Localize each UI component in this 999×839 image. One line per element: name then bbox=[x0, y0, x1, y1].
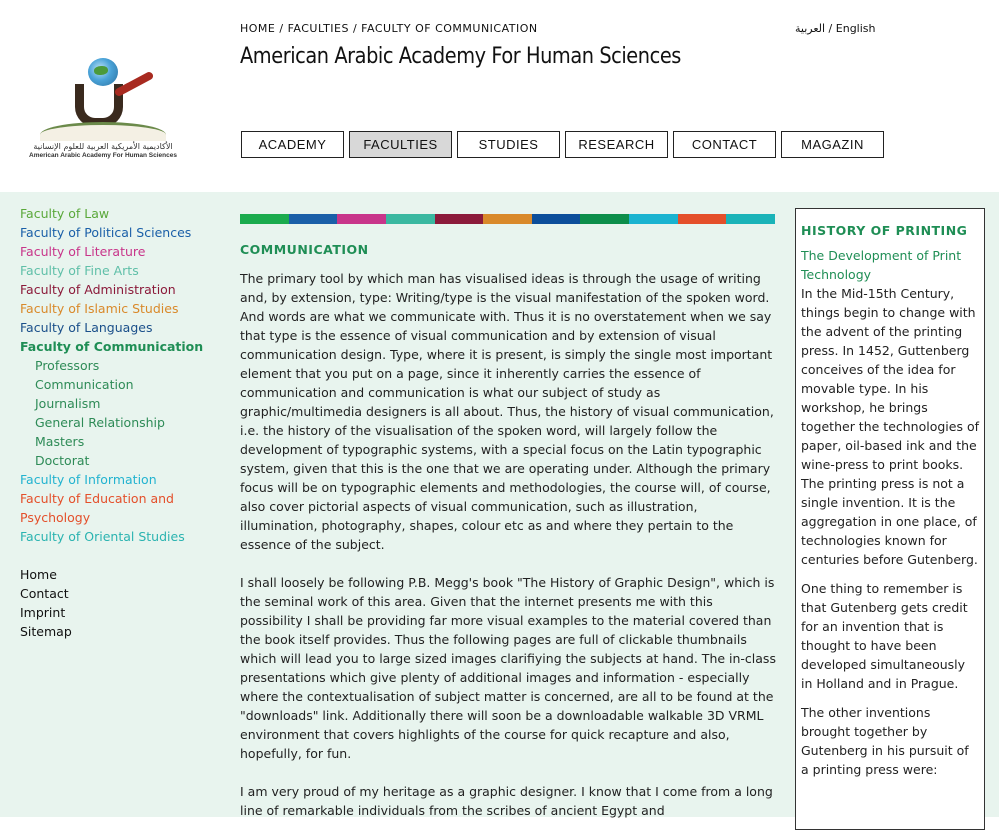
sidebar-item-law[interactable]: Faculty of Law bbox=[20, 206, 110, 221]
breadcrumb-sep: / bbox=[275, 22, 288, 35]
book-icon bbox=[40, 122, 166, 141]
sidebar-item-languages[interactable]: Faculty of Languages bbox=[20, 320, 153, 335]
color-bar-segment bbox=[337, 214, 386, 224]
box-heading: HISTORY OF PRINTING bbox=[801, 223, 968, 238]
logo-english-text: American Arabic Academy For Human Sciences bbox=[29, 152, 177, 159]
color-bar-segment bbox=[678, 214, 727, 224]
footer-link-contact[interactable]: Contact bbox=[20, 586, 69, 601]
color-bar-segment bbox=[289, 214, 338, 224]
content-paragraph: The primary tool by which man has visualised ideas is through the usage of writing and, by extension, type: Writing/type is the visual manifestation of the spoken word. And words are what we communicate with. Thus it is no overstatement when we say that type is the essence of visual communication and by extension of visual communication design. Type, where it is present, is simply the single most important element that you put on a page, since it inherently carries the essence of communication and communication is what our subject of study as graphic/multimedia designers is all about. Thus, the history of visual communication, i.e. the history of the visualisation of the spoken word, will largely follow the development of typographic systems, with a special focus on the Latin typographic system, given that this is the one that we are operating under. Although the primary focus will be on typographic elements and methodologies, the course will, of course, also cover pictorial aspects of visual communication, such as illustration, illumination, photography, shapes, colour etc as and where they pertain to the essence of the subject. bbox=[240, 271, 774, 552]
content-paragraph: I shall loosely be following P.B. Megg's book "The History of Graphic Design", which is the seminal work of this area. Given that the internet presents me with this possibility I shall be providing far more visual examples to the material covered than the book itself provides. Thus the following pages are full of clickable thumbnails which will lead you to large sized images clarifiying the subjects at hand. The in-class presentations which give plenty of additional images and information - especially where the contextualisation of subject matter is concerned, are all to be found at the "downloads" link. Additionally there will soon be a downloadable walkable 3D VRML environment that covers highlights of the course for quick recapture and also, hopefully, for fun. bbox=[240, 575, 776, 761]
color-bar-segment bbox=[726, 214, 775, 224]
sidebar-subitem-journalism[interactable]: Journalism bbox=[35, 396, 101, 411]
logo-arabic-text: الأكاديمية الأمريكية العربية للعلوم الإنسانية bbox=[33, 142, 173, 151]
site-title: American Arabic Academy For Human Sciences bbox=[240, 44, 681, 69]
box-paragraph: The other inventions brought together by Gutenberg in his pursuit of a printing press were: bbox=[801, 705, 969, 777]
breadcrumb-home[interactable]: HOME bbox=[240, 22, 276, 35]
nav-contact[interactable]: CONTACT bbox=[673, 131, 776, 158]
sidebar-submenu bbox=[20, 356, 203, 470]
breadcrumb-sep: / bbox=[348, 22, 362, 35]
sidebar-item-literature[interactable]: Faculty of Literature bbox=[20, 244, 146, 259]
history-of-printing-box bbox=[795, 208, 985, 830]
lang-arabic-link[interactable]: العربية bbox=[795, 22, 826, 35]
breadcrumb-current[interactable]: FACULTY OF COMMUNICATION bbox=[361, 22, 538, 35]
color-bar-segment bbox=[240, 214, 289, 224]
box-subheading: The Development of Print Technology bbox=[801, 248, 962, 282]
content-paragraph: I am very proud of my heritage as a graphic designer. I know that I come from a long line of remarkable individuals from the scribes of ancient Egypt and bbox=[240, 784, 773, 818]
color-bar-segment bbox=[483, 214, 532, 224]
sidebar bbox=[20, 204, 203, 641]
nav-academy[interactable]: ACADEMY bbox=[241, 131, 344, 158]
sidebar-item-communication[interactable]: Faculty of Communication bbox=[20, 339, 204, 354]
page-heading: COMMUNICATION bbox=[240, 242, 369, 257]
box-paragraph: In the Mid-15th Century, things begin to change with the advent of the printing press. In 1452, Guttenberg conceives of the idea for movable type. In his workshop, he brings together the technologies of paper, oil-based ink and the wine-press to print books. The printing press is not a single invention. It is the aggregation in one place, of technologies known for centuries before Gutenberg. bbox=[801, 286, 979, 567]
nav-faculties[interactable]: FACULTIES bbox=[349, 131, 452, 158]
main-content bbox=[240, 240, 776, 839]
sidebar-item-education-psychology[interactable]: Faculty of Education and Psychology bbox=[20, 491, 174, 525]
sidebar-item-oriental-studies[interactable]: Faculty of Oriental Studies bbox=[20, 529, 185, 544]
color-bar-segment bbox=[629, 214, 678, 224]
sidebar-item-administration[interactable]: Faculty of Administration bbox=[20, 282, 176, 297]
sidebar-item-information[interactable]: Faculty of Information bbox=[20, 472, 157, 487]
language-switcher bbox=[795, 22, 876, 35]
sidebar-subitem-communication[interactable]: Communication bbox=[35, 377, 134, 392]
footer-link-sitemap[interactable]: Sitemap bbox=[20, 624, 72, 639]
box-paragraph: One thing to remember is that Gutenberg gets credit for an invention that is thought to have been developed simultaneously in Holland and in Prague. bbox=[801, 581, 968, 691]
sidebar-item-political-sciences[interactable]: Faculty of Political Sciences bbox=[20, 225, 192, 240]
globe-icon bbox=[88, 58, 118, 86]
color-bar-segment bbox=[532, 214, 581, 224]
sidebar-subitem-doctorat[interactable]: Doctorat bbox=[35, 453, 90, 468]
footer-link-home[interactable]: Home bbox=[20, 567, 57, 582]
color-bar-segment bbox=[435, 214, 484, 224]
sidebar-footer-links bbox=[20, 565, 203, 641]
academy-logo[interactable] bbox=[28, 50, 178, 165]
nav-magazin[interactable]: MAGAZIN bbox=[781, 131, 884, 158]
sidebar-item-islamic-studies[interactable]: Faculty of Islamic Studies bbox=[20, 301, 179, 316]
nav-studies[interactable]: STUDIES bbox=[457, 131, 560, 158]
sidebar-subitem-general-relationship[interactable]: General Relationship bbox=[35, 415, 165, 430]
sidebar-subitem-professors[interactable]: Professors bbox=[35, 358, 100, 373]
faculty-color-bar bbox=[240, 214, 775, 224]
sidebar-item-fine-arts[interactable]: Faculty of Fine Arts bbox=[20, 263, 139, 278]
sidebar-subitem-masters[interactable]: Masters bbox=[35, 434, 85, 449]
color-bar-segment bbox=[580, 214, 629, 224]
lang-english-link[interactable]: English bbox=[835, 22, 876, 35]
nav-research[interactable]: RESEARCH bbox=[565, 131, 668, 158]
color-bar-segment bbox=[386, 214, 435, 224]
breadcrumb-faculties[interactable]: FACULTIES bbox=[287, 22, 349, 35]
lang-sep: / bbox=[825, 22, 836, 35]
breadcrumb bbox=[240, 22, 538, 35]
footer-link-imprint[interactable]: Imprint bbox=[20, 605, 66, 620]
